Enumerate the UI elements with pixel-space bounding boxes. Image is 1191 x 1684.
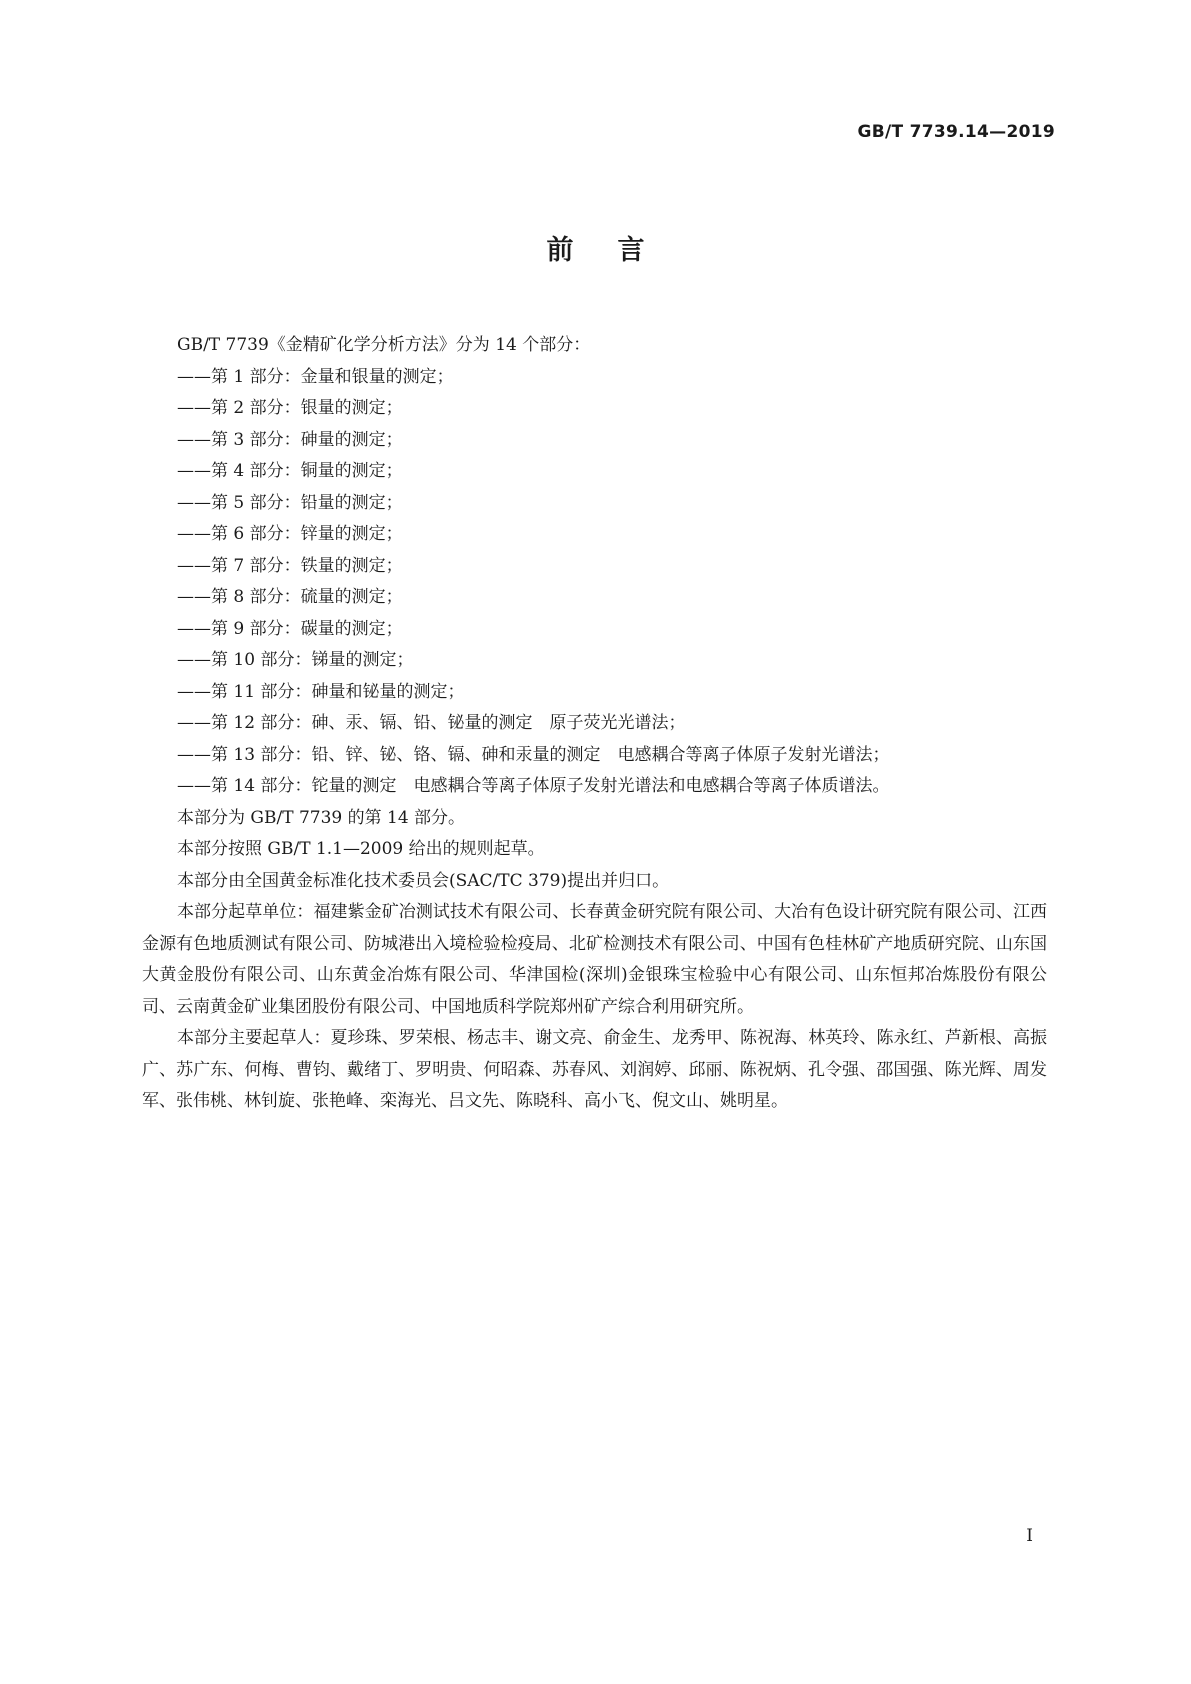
- part-item-12: ——第 12 部分：砷、汞、镉、铅、铋量的测定 原子荧光光谱法；: [177, 713, 686, 733]
- committee-statement: 本部分由全国黄金标准化技术委员会(SAC/TC 379)提出并归口。: [177, 870, 670, 891]
- part-item-11: ——第 11 部分：砷量和铋量的测定；: [177, 681, 465, 702]
- standard-code: GB/T 7739.14—2019: [857, 122, 1055, 142]
- part-item-2: ——第 2 部分：银量的测定；: [177, 398, 403, 418]
- drafters-list: 本部分主要起草人：夏珍珠、罗荣根、杨志丰、谢文亮、俞金生、龙秀甲、陈祝海、林英玲、陈永红、芦新根、高振广、苏广东、何梅、曹钧、戴绪丁、罗明贵、何昭森、苏春风、刘润婷、邱丽、陈祝炳、孔令强、邵国强、陈光辉、周发军、张伟桃、林钊旋、张艳峰、栾海光、吕文先、陈晓科、高小飞、倪文山、姚明星。: [142, 1028, 1047, 1111]
- intro-paragraph: GB/T 7739《金精矿化学分析方法》分为 14 个部分：: [177, 335, 591, 355]
- part-item-8: ——第 8 部分：硫量的测定；: [177, 587, 403, 607]
- part-item-14: ——第 14 部分：铊量的测定 电感耦合等离子体原子发射光谱法和电感耦合等离子体质谱法。: [177, 776, 890, 796]
- foreword-body: [142, 330, 1047, 1118]
- page-number: I: [1026, 1526, 1033, 1546]
- drafting-units: 本部分起草单位：福建紫金矿冶测试技术有限公司、长春黄金研究院有限公司、大冶有色设计研究院有限公司、江西金源有色地质测试有限公司、防城港出入境检验检疫局、北矿检测技术有限公司、中国有色桂林矿产地质研究院、山东国大黄金股份有限公司、山东黄金冶炼有限公司、华津国检(深圳)金银珠宝检验中心有限公司、山东恒邦冶炼股份有限公司、云南黄金矿业集团股份有限公司、中国地质科学院郑州矿产综合利用研究所。: [142, 902, 1047, 1017]
- page-title: 前言: [546, 235, 689, 266]
- parts-list: [142, 362, 1047, 803]
- part-item-3: ——第 3 部分：砷量的测定；: [177, 429, 403, 450]
- part-item-13: ——第 13 部分：铅、锌、铋、铬、镉、砷和汞量的测定 电感耦合等离子体原子发射光谱法；: [177, 744, 890, 765]
- part-item-10: ——第 10 部分：锑量的测定；: [177, 650, 414, 670]
- drafting-rules-statement: 本部分按照 GB/T 1.1—2009 给出的规则起草。: [177, 839, 545, 859]
- part-item-6: ——第 6 部分：锌量的测定；: [177, 524, 403, 544]
- part-number-statement: 本部分为 GB/T 7739 的第 14 部分。: [177, 807, 466, 828]
- part-item-9: ——第 9 部分：碳量的测定；: [177, 618, 403, 639]
- part-item-5: ——第 5 部分：铅量的测定；: [177, 492, 403, 513]
- part-item-1: ——第 1 部分：金量和银量的测定；: [177, 366, 454, 387]
- part-item-4: ——第 4 部分：铜量的测定；: [177, 461, 403, 481]
- part-item-7: ——第 7 部分：铁量的测定；: [177, 555, 403, 576]
